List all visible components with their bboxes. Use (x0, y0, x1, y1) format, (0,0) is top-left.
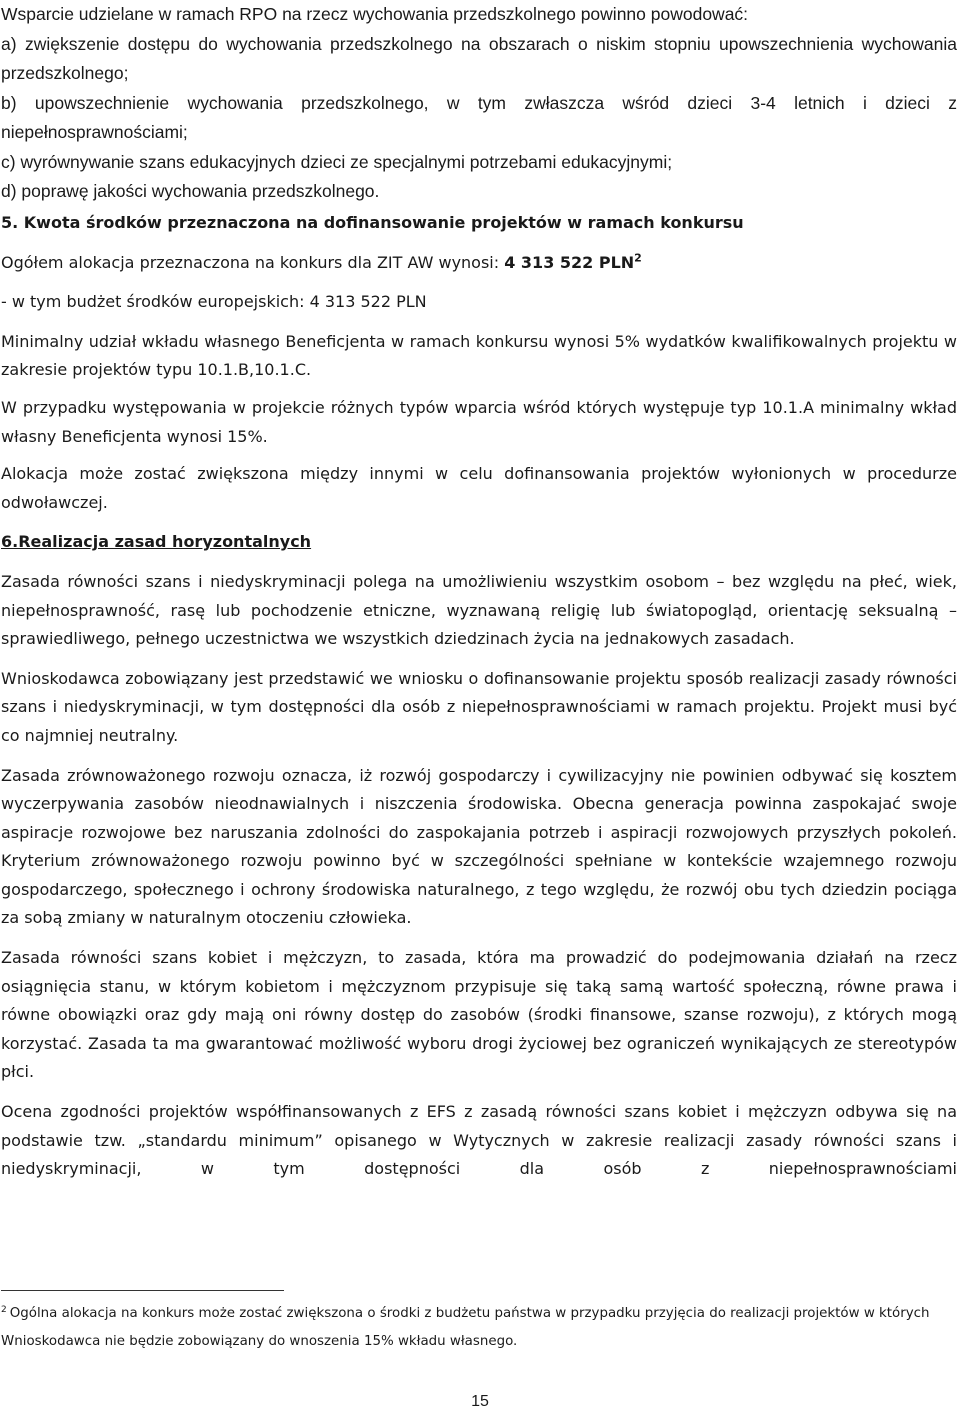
footnote (1, 1300, 941, 1356)
page-number: 15 (471, 1393, 489, 1410)
section-6-heading: 6.Realizacja zasad horyzontalnych (1, 532, 312, 552)
preschool-support-list (1, 0, 957, 207)
footnote-text: Ogólna alokacja na konkurs może zostać zwiększona o środki z budżetu państwa w przypadku przyjęcia do realizacji projektów w których Wnioskodawca nie będzie zobowiązany do wnoszenia 15% wkładu własnego. (1, 1306, 930, 1349)
contribution-variant-paragraph: W przypadku występowania w projekcie różnych typów wparcia wśród których występuje typ 10.1.A minimalny wkład własny Beneficjenta wynosi 15%. (1, 397, 957, 446)
applicant-obligation-paragraph: Wnioskodawca zobowiązany jest przedstawić we wniosku o dofinansowanie projektu sposób realizacji zasady równości szans i niedyskryminacji, w tym dostępności dla osób z niepełnosprawnościami w ramach projektu. Projekt musi być co najmniej neutralny. (1, 668, 957, 745)
footnote-number: 2 (1, 1304, 7, 1315)
footnote-reference: 2 (634, 251, 642, 265)
section-5-heading: 5. Kwota środków przeznaczona na dofinansowanie projektów w ramach konkursu (1, 213, 744, 232)
allocation-text: Ogółem alokacja przeznaczona na konkurs dla ZIT AW wynosi: (1, 252, 505, 272)
minimum-standard-paragraph: Ocena zgodności projektów współfinansowanych z EFS z zasadą równości szans kobiet i mężczyzn odbywa się na podstawie tzw. „standardu minimum” opisanego w Wytycznych w zakresie realizacji zasady równości szans i niedyskryminacji, w tym dostępności dla osób z niepełnosprawnościami (1, 1102, 957, 1179)
list-item-b: b) upowszechnienie wychowania przedszkolnego, w tym zwłaszcza wśród dzieci 3-4 letnich i dzieci z niepełnosprawnościami; (1, 92, 957, 142)
eu-budget-line: - w tym budżet środków europejskich: 4 313 522 PLN (1, 292, 427, 312)
document-body (1, 209, 957, 1184)
list-item-a: a) zwiększenie dostępu do wychowania przedszkolnego na obszarach o niskim stopniu upowszechnienia wychowania przedszkolnego; (1, 33, 957, 83)
equal-opportunity-paragraph: Zasada równości szans i niedyskryminacji polega na umożliwieniu wszystkim osobom – bez względu na płeć, wiek, niepełnosprawność, rasę lub pochodzenie etniczne, wyznawaną religię lub światopogląd, orientację seksualną – sprawiedliwego, pełnego uczestnictwa we wszystkich dziedzinach życia na jednakowych zasadach. (1, 571, 957, 649)
allocation-amount: 4 313 522 PLN (504, 252, 635, 272)
footnote-separator (1, 1290, 284, 1291)
allocation-paragraph (1, 249, 957, 278)
gender-equality-paragraph: Zasada równości szans kobiet i mężczyzn, to zasada, która ma prowadzić do podejmowania działań na rzecz osiągnięcia stanu, w którym kobietom i mężczyznom przypisuje się taką samą wartość społeczną, równe prawa i równe obowiązki oraz gdy mają oni równy dostęp do zasobów (środki finansowe, szanse rozwoju), z których mogą korzystać. Zasada ta ma gwarantować możliwość wyboru drogi życiowej bez ograniczeń wynikających ze stereotypów płci. (1, 948, 957, 1082)
list-item-c: c) wyrównywanie szans edukacyjnych dzieci ze specjalnymi potrzebami edukacyjnymi; (1, 151, 673, 172)
own-contribution-paragraph: Minimalny udział wkładu własnego Beneficjenta w ramach konkursu wynosi 5% wydatków kwalifikowalnych projektu w zakresie projektów typu 10.1.B,10.1.C. (1, 331, 957, 380)
intro-sentence: Wsparcie udzielane w ramach RPO na rzecz wychowania przedszkolnego powinno powodować: (1, 4, 749, 24)
allocation-increase-paragraph: Alokacja może zostać zwiększona między innymi w celu dofinansowania projektów wyłonionych w procedurze odwoławczej. (1, 464, 957, 512)
list-item-d: d) poprawę jakości wychowania przedszkolnego. (1, 181, 380, 201)
sustainable-development-paragraph: Zasada zrównoważonego rozwoju oznacza, iż rozwój gospodarczy i cywilizacyjny nie powinien odbywać się kosztem wyczerpywania zasobów nieodnawialnych i niszczenia środowiska. Obecna generacja powinna zaspokajać swoje aspiracje rozwojowe bez naruszania zdolności do zaspokajania potrzeb i aspiracji rozwojowych przyszłych pokoleń. Kryterium zrównoważonego rozwoju powinno być w szczególności spełniane w kontekście wzajemnego rozwoju gospodarczego, społecznego i ochrony środowiska naturalnego, z tego względu, że rozwój obu tych dziedzin pociąga za sobą zmiany w naturalnym otoczeniu człowieka. (1, 765, 957, 928)
